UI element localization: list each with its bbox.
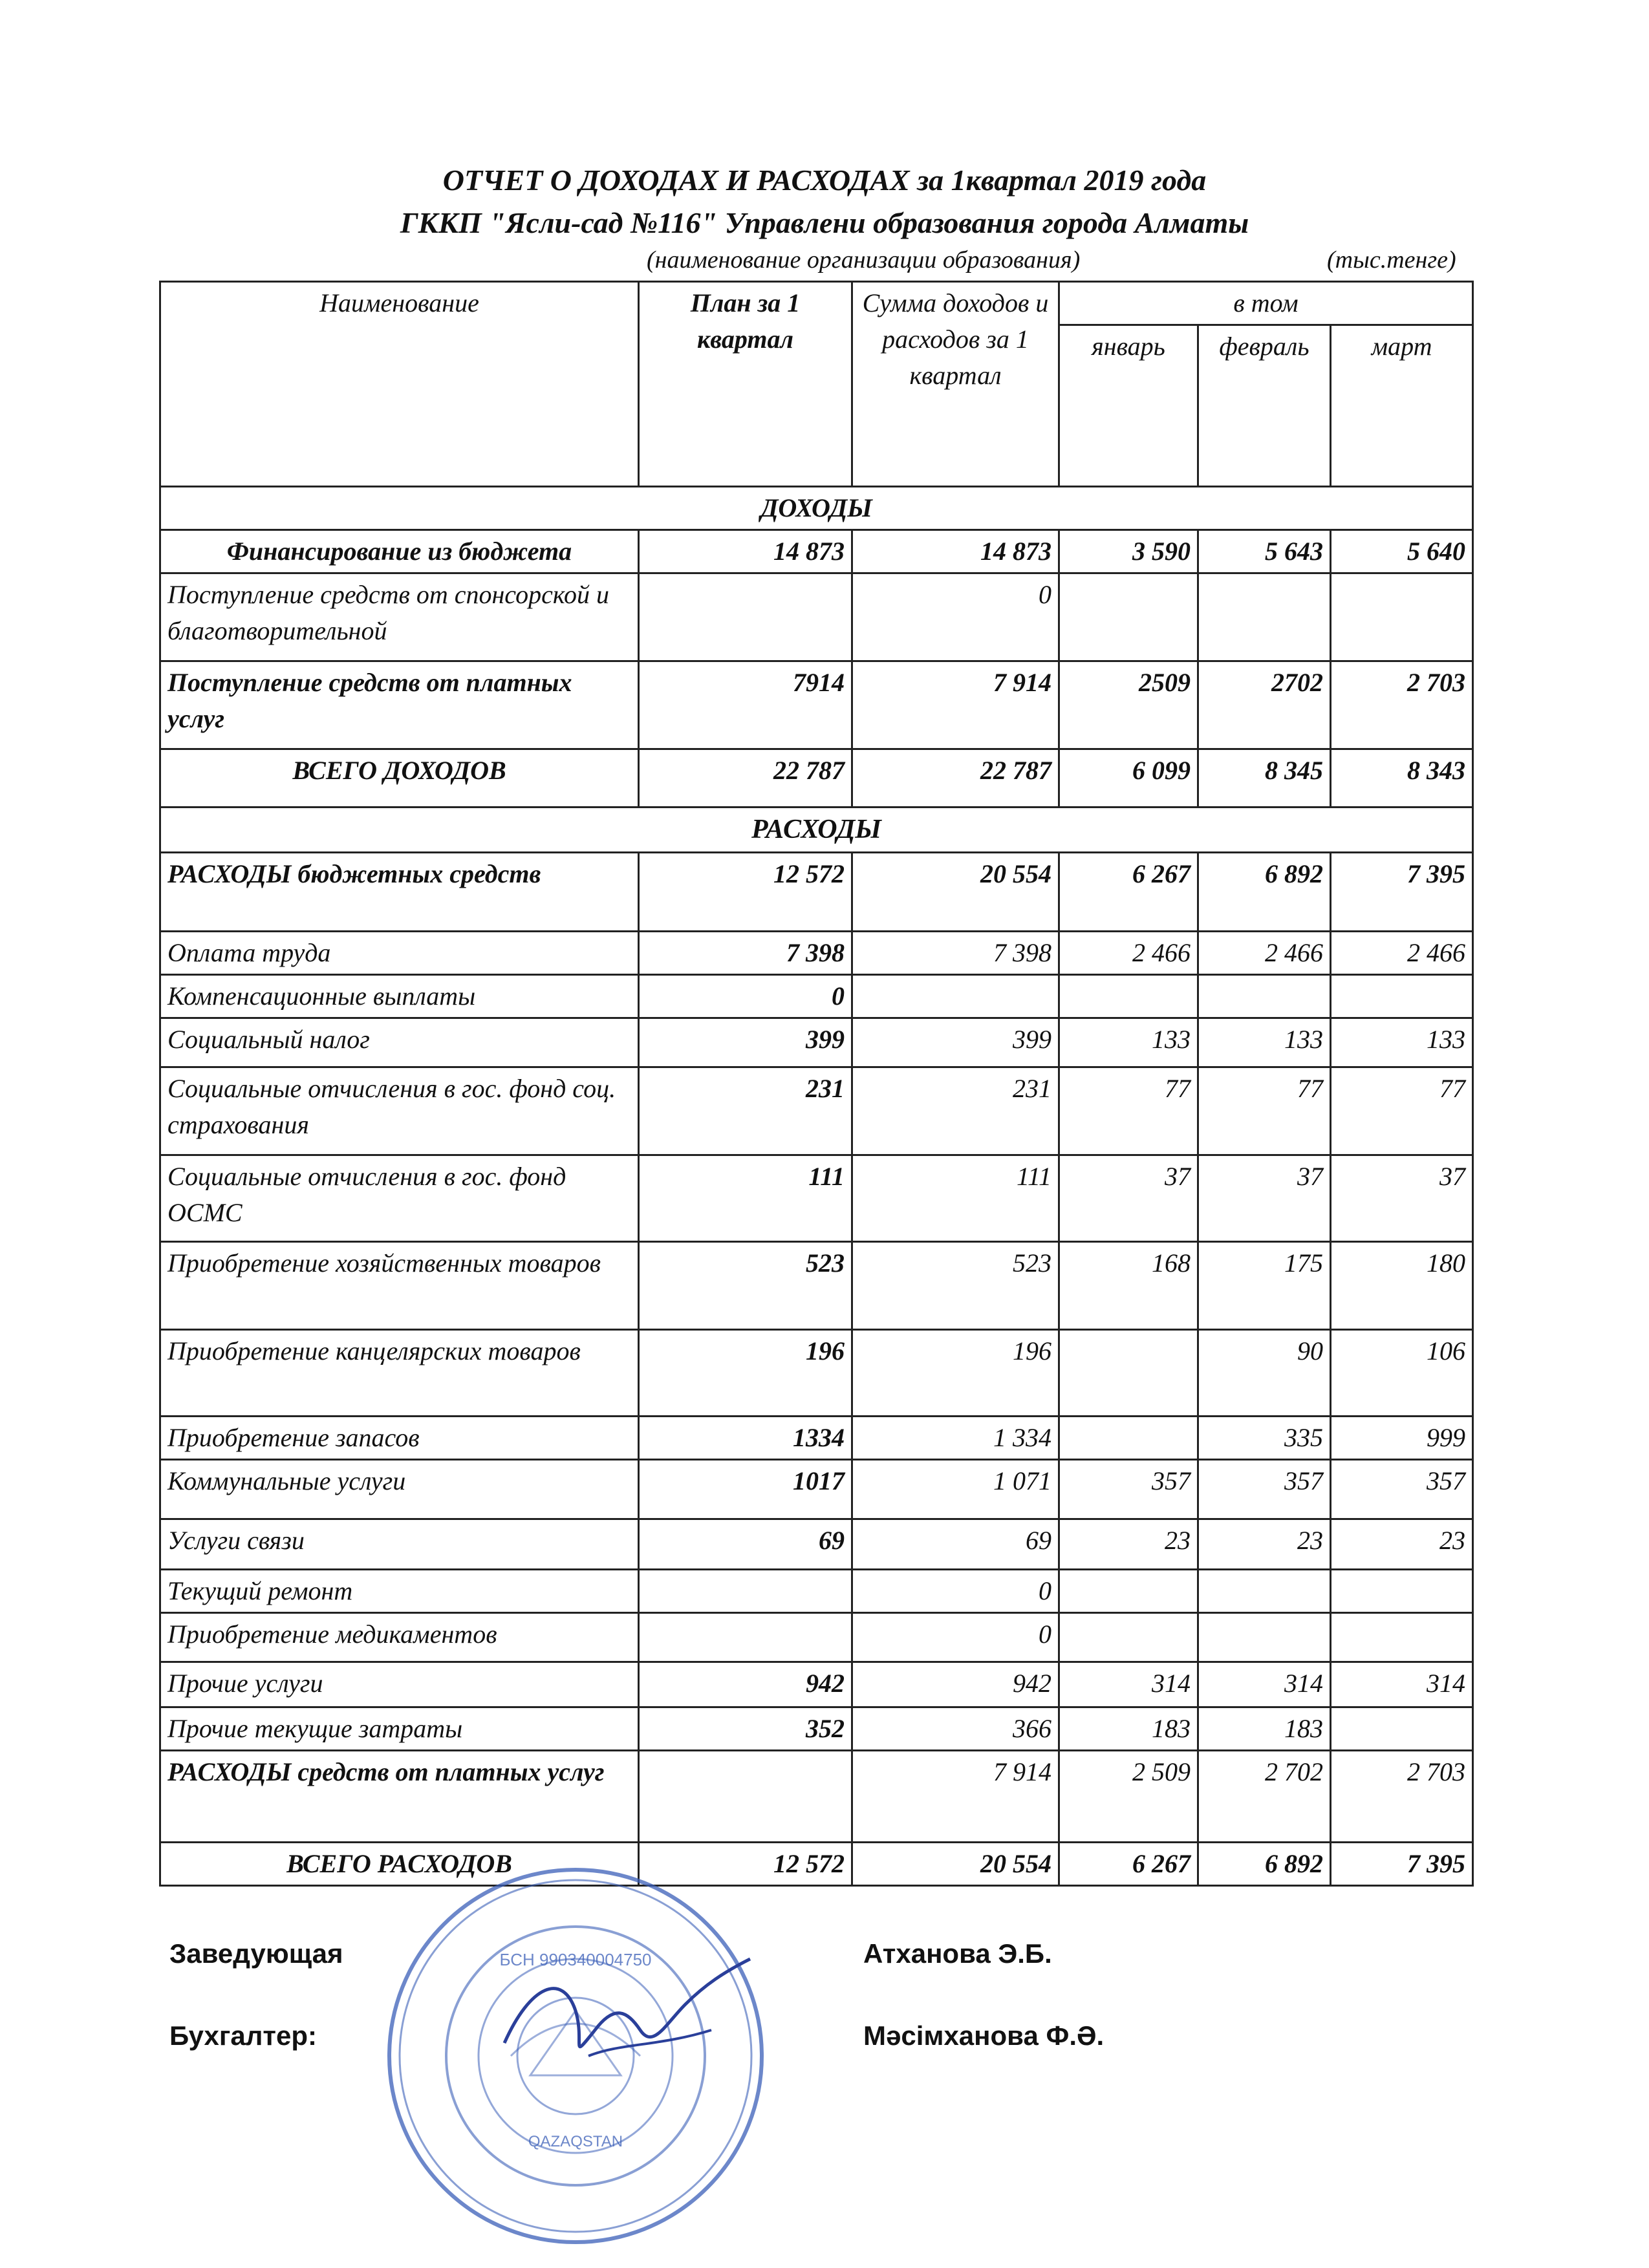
cell-feb: 77 xyxy=(1198,1067,1331,1155)
cell-feb: 6 892 xyxy=(1198,1842,1331,1885)
cell-mar: 106 xyxy=(1331,1329,1473,1416)
cell-mar: 7 395 xyxy=(1331,1842,1473,1885)
income-total-row xyxy=(160,749,1473,808)
cell-jan: 23 xyxy=(1059,1519,1198,1569)
cell-feb: 2 466 xyxy=(1198,931,1331,974)
column-header-jan: январь xyxy=(1059,325,1198,487)
cell-mar: 7 395 xyxy=(1331,852,1473,931)
cell-plan: 69 xyxy=(639,1519,852,1569)
head-name: Атханова Э.Б. xyxy=(863,1938,1052,1969)
cell-feb xyxy=(1198,1569,1331,1612)
row-label: Коммунальные услуги xyxy=(160,1459,639,1519)
cell-plan: 7 398 xyxy=(639,931,852,974)
head-signature xyxy=(491,1933,763,2088)
cell-mar: 37 xyxy=(1331,1155,1473,1241)
cell-mar: 180 xyxy=(1331,1241,1473,1329)
expense-row xyxy=(160,1662,1473,1707)
cell-mar xyxy=(1331,974,1473,1018)
cell-jan: 314 xyxy=(1059,1662,1198,1707)
expense-section-header-label: РАСХОДЫ xyxy=(160,808,1473,853)
row-label: ВСЕГО РАСХОДОВ xyxy=(160,1842,639,1885)
expense-row xyxy=(160,1329,1473,1416)
row-label: Услуги связи xyxy=(160,1519,639,1569)
unit-caption: (тыс.тенге) xyxy=(1327,246,1456,273)
cell-jan xyxy=(1059,974,1198,1018)
expense-row xyxy=(160,1067,1473,1155)
cell-jan: 168 xyxy=(1059,1241,1198,1329)
cell-feb: 357 xyxy=(1198,1459,1331,1519)
row-label: Финансирование из бюджета xyxy=(160,530,639,573)
cell-jan: 133 xyxy=(1059,1018,1198,1067)
income-row xyxy=(160,530,1473,573)
expense-row xyxy=(160,931,1473,974)
svg-text:БСН 990340004750: БСН 990340004750 xyxy=(499,1950,652,1969)
cell-jan: 6 267 xyxy=(1059,852,1198,931)
cell-mar: 357 xyxy=(1331,1459,1473,1519)
cell-plan xyxy=(639,1750,852,1842)
expense-total-row xyxy=(160,1842,1473,1885)
cell-plan: 1017 xyxy=(639,1459,852,1519)
cell-sum: 69 xyxy=(852,1519,1059,1569)
cell-mar: 77 xyxy=(1331,1067,1473,1155)
cell-sum: 20 554 xyxy=(852,1842,1059,1885)
cell-sum: 523 xyxy=(852,1241,1059,1329)
head-label: Заведующая xyxy=(169,1938,343,1969)
cell-jan: 3 590 xyxy=(1059,530,1198,573)
cell-plan: 14 873 xyxy=(639,530,852,573)
cell-feb: 37 xyxy=(1198,1155,1331,1241)
budget-expenses-row xyxy=(160,852,1473,931)
cell-feb: 335 xyxy=(1198,1416,1331,1459)
expense-row xyxy=(160,1519,1473,1569)
cell-mar xyxy=(1331,1707,1473,1750)
cell-mar: 2 703 xyxy=(1331,1750,1473,1842)
cell-sum: 7 914 xyxy=(852,1750,1059,1842)
cell-plan: 0 xyxy=(639,974,852,1018)
cell-feb: 133 xyxy=(1198,1018,1331,1067)
cell-feb: 8 345 xyxy=(1198,749,1331,808)
cell-sum: 0 xyxy=(852,573,1059,661)
cell-plan: 7914 xyxy=(639,661,852,749)
cell-jan xyxy=(1059,1329,1198,1416)
cell-plan: 22 787 xyxy=(639,749,852,808)
cell-jan: 2 466 xyxy=(1059,931,1198,974)
cell-jan xyxy=(1059,1569,1198,1612)
row-label: Приобретение запасов xyxy=(160,1416,639,1459)
cell-sum: 22 787 xyxy=(852,749,1059,808)
expense-row xyxy=(160,1155,1473,1241)
row-label: Приобретение хозяйственных товаров xyxy=(160,1241,639,1329)
cell-plan: 231 xyxy=(639,1067,852,1155)
cell-mar: 2 466 xyxy=(1331,931,1473,974)
income-expense-table xyxy=(159,281,1474,1887)
cell-feb xyxy=(1198,573,1331,661)
organization-title: ГККП "Ясли-сад №116" Управлени образования города Алматы xyxy=(400,206,1249,239)
cell-sum: 1 334 xyxy=(852,1416,1059,1459)
cell-feb: 5 643 xyxy=(1198,530,1331,573)
cell-sum: 399 xyxy=(852,1018,1059,1067)
row-label: Компенсационные выплаты xyxy=(160,974,639,1018)
expense-row xyxy=(160,1416,1473,1459)
cell-feb: 175 xyxy=(1198,1241,1331,1329)
cell-jan: 357 xyxy=(1059,1459,1198,1519)
income-row xyxy=(160,661,1473,749)
cell-jan: 6 099 xyxy=(1059,749,1198,808)
cell-plan: 399 xyxy=(639,1018,852,1067)
column-header-mar: март xyxy=(1331,325,1473,487)
cell-feb: 23 xyxy=(1198,1519,1331,1569)
expense-row xyxy=(160,1612,1473,1662)
expense-row xyxy=(160,1707,1473,1750)
row-label: РАСХОДЫ средств от платных услуг xyxy=(160,1750,639,1842)
row-label: Поступление средств от спонсорской и благотворительной xyxy=(160,573,639,661)
cell-sum: 14 873 xyxy=(852,530,1059,573)
row-label: РАСХОДЫ бюджетных средств xyxy=(160,852,639,931)
cell-feb xyxy=(1198,1612,1331,1662)
cell-sum xyxy=(852,974,1059,1018)
cell-feb: 2 702 xyxy=(1198,1750,1331,1842)
cell-plan: 12 572 xyxy=(639,852,852,931)
cell-plan: 12 572 xyxy=(639,1842,852,1885)
cell-feb: 183 xyxy=(1198,1707,1331,1750)
column-header-sum: Сумма доходов и расходов за 1 квартал xyxy=(852,282,1059,487)
cell-plan xyxy=(639,1569,852,1612)
cell-mar xyxy=(1331,1612,1473,1662)
cell-jan: 183 xyxy=(1059,1707,1198,1750)
cell-plan: 196 xyxy=(639,1329,852,1416)
accountant-label: Бухгалтер: xyxy=(169,2020,317,2051)
row-label: Прочие услуги xyxy=(160,1662,639,1707)
column-header-feb: февраль xyxy=(1198,325,1331,487)
cell-sum: 1 071 xyxy=(852,1459,1059,1519)
expense-row xyxy=(160,974,1473,1018)
cell-sum: 0 xyxy=(852,1569,1059,1612)
cell-jan: 2 509 xyxy=(1059,1750,1198,1842)
svg-text:QAZAQSTAN: QAZAQSTAN xyxy=(528,2133,623,2150)
row-label: Прочие текущие затраты xyxy=(160,1707,639,1750)
row-label: ВСЕГО ДОХОДОВ xyxy=(160,749,639,808)
cell-jan: 6 267 xyxy=(1059,1842,1198,1885)
cell-mar: 5 640 xyxy=(1331,530,1473,573)
expense-section-header xyxy=(160,808,1473,853)
row-label: Приобретение медикаментов xyxy=(160,1612,639,1662)
paid-expenses-row xyxy=(160,1750,1473,1842)
row-label: Социальные отчисления в гос. фонд ОСМС xyxy=(160,1155,639,1241)
organization-caption: (наименование организации образования) xyxy=(647,246,1081,273)
row-label: Приобретение канцелярских товаров xyxy=(160,1329,639,1416)
cell-mar: 314 xyxy=(1331,1662,1473,1707)
income-section-header xyxy=(160,487,1473,530)
cell-feb: 6 892 xyxy=(1198,852,1331,931)
cell-sum: 0 xyxy=(852,1612,1059,1662)
income-section-header-label: ДОХОДЫ xyxy=(160,487,1473,530)
cell-mar xyxy=(1331,573,1473,661)
cell-jan xyxy=(1059,573,1198,661)
cell-feb: 314 xyxy=(1198,1662,1331,1707)
cell-feb xyxy=(1198,974,1331,1018)
row-label: Социальный налог xyxy=(160,1018,639,1067)
cell-sum: 366 xyxy=(852,1707,1059,1750)
cell-plan xyxy=(639,1612,852,1662)
cell-sum: 196 xyxy=(852,1329,1059,1416)
row-label: Социальные отчисления в гос. фонд соц. страхования xyxy=(160,1067,639,1155)
row-label: Поступление средств от платных услуг xyxy=(160,661,639,749)
cell-sum: 111 xyxy=(852,1155,1059,1241)
cell-sum: 7 914 xyxy=(852,661,1059,749)
cell-sum: 231 xyxy=(852,1067,1059,1155)
cell-plan: 111 xyxy=(639,1155,852,1241)
accountant-name: Мәсімханова Ф.Ә. xyxy=(863,2020,1105,2051)
cell-feb: 2702 xyxy=(1198,661,1331,749)
row-label: Текущий ремонт xyxy=(160,1569,639,1612)
income-row xyxy=(160,573,1473,661)
report-title: ОТЧЕТ О ДОХОДАХ И РАСХОДАХ за 1квартал 2019 года xyxy=(442,164,1207,197)
row-label: Оплата труда xyxy=(160,931,639,974)
cell-feb: 90 xyxy=(1198,1329,1331,1416)
column-header-name: Наименование xyxy=(160,282,639,487)
cell-plan: 942 xyxy=(639,1662,852,1707)
cell-plan: 352 xyxy=(639,1707,852,1750)
cell-mar: 133 xyxy=(1331,1018,1473,1067)
cell-mar xyxy=(1331,1569,1473,1612)
cell-plan: 1334 xyxy=(639,1416,852,1459)
column-header-plan: План за 1 квартал xyxy=(639,282,852,487)
cell-jan xyxy=(1059,1416,1198,1459)
cell-jan: 2509 xyxy=(1059,661,1198,749)
cell-plan xyxy=(639,573,852,661)
column-header-including: в том xyxy=(1059,282,1473,325)
cell-mar: 8 343 xyxy=(1331,749,1473,808)
cell-mar: 23 xyxy=(1331,1519,1473,1569)
cell-plan: 523 xyxy=(639,1241,852,1329)
cell-jan: 77 xyxy=(1059,1067,1198,1155)
cell-sum: 7 398 xyxy=(852,931,1059,974)
cell-sum: 20 554 xyxy=(852,852,1059,931)
expense-row xyxy=(160,1459,1473,1519)
expense-row xyxy=(160,1569,1473,1612)
cell-mar: 999 xyxy=(1331,1416,1473,1459)
expense-row xyxy=(160,1241,1473,1329)
cell-sum: 942 xyxy=(852,1662,1059,1707)
cell-mar: 2 703 xyxy=(1331,661,1473,749)
expense-row xyxy=(160,1018,1473,1067)
cell-jan xyxy=(1059,1612,1198,1662)
cell-jan: 37 xyxy=(1059,1155,1198,1241)
